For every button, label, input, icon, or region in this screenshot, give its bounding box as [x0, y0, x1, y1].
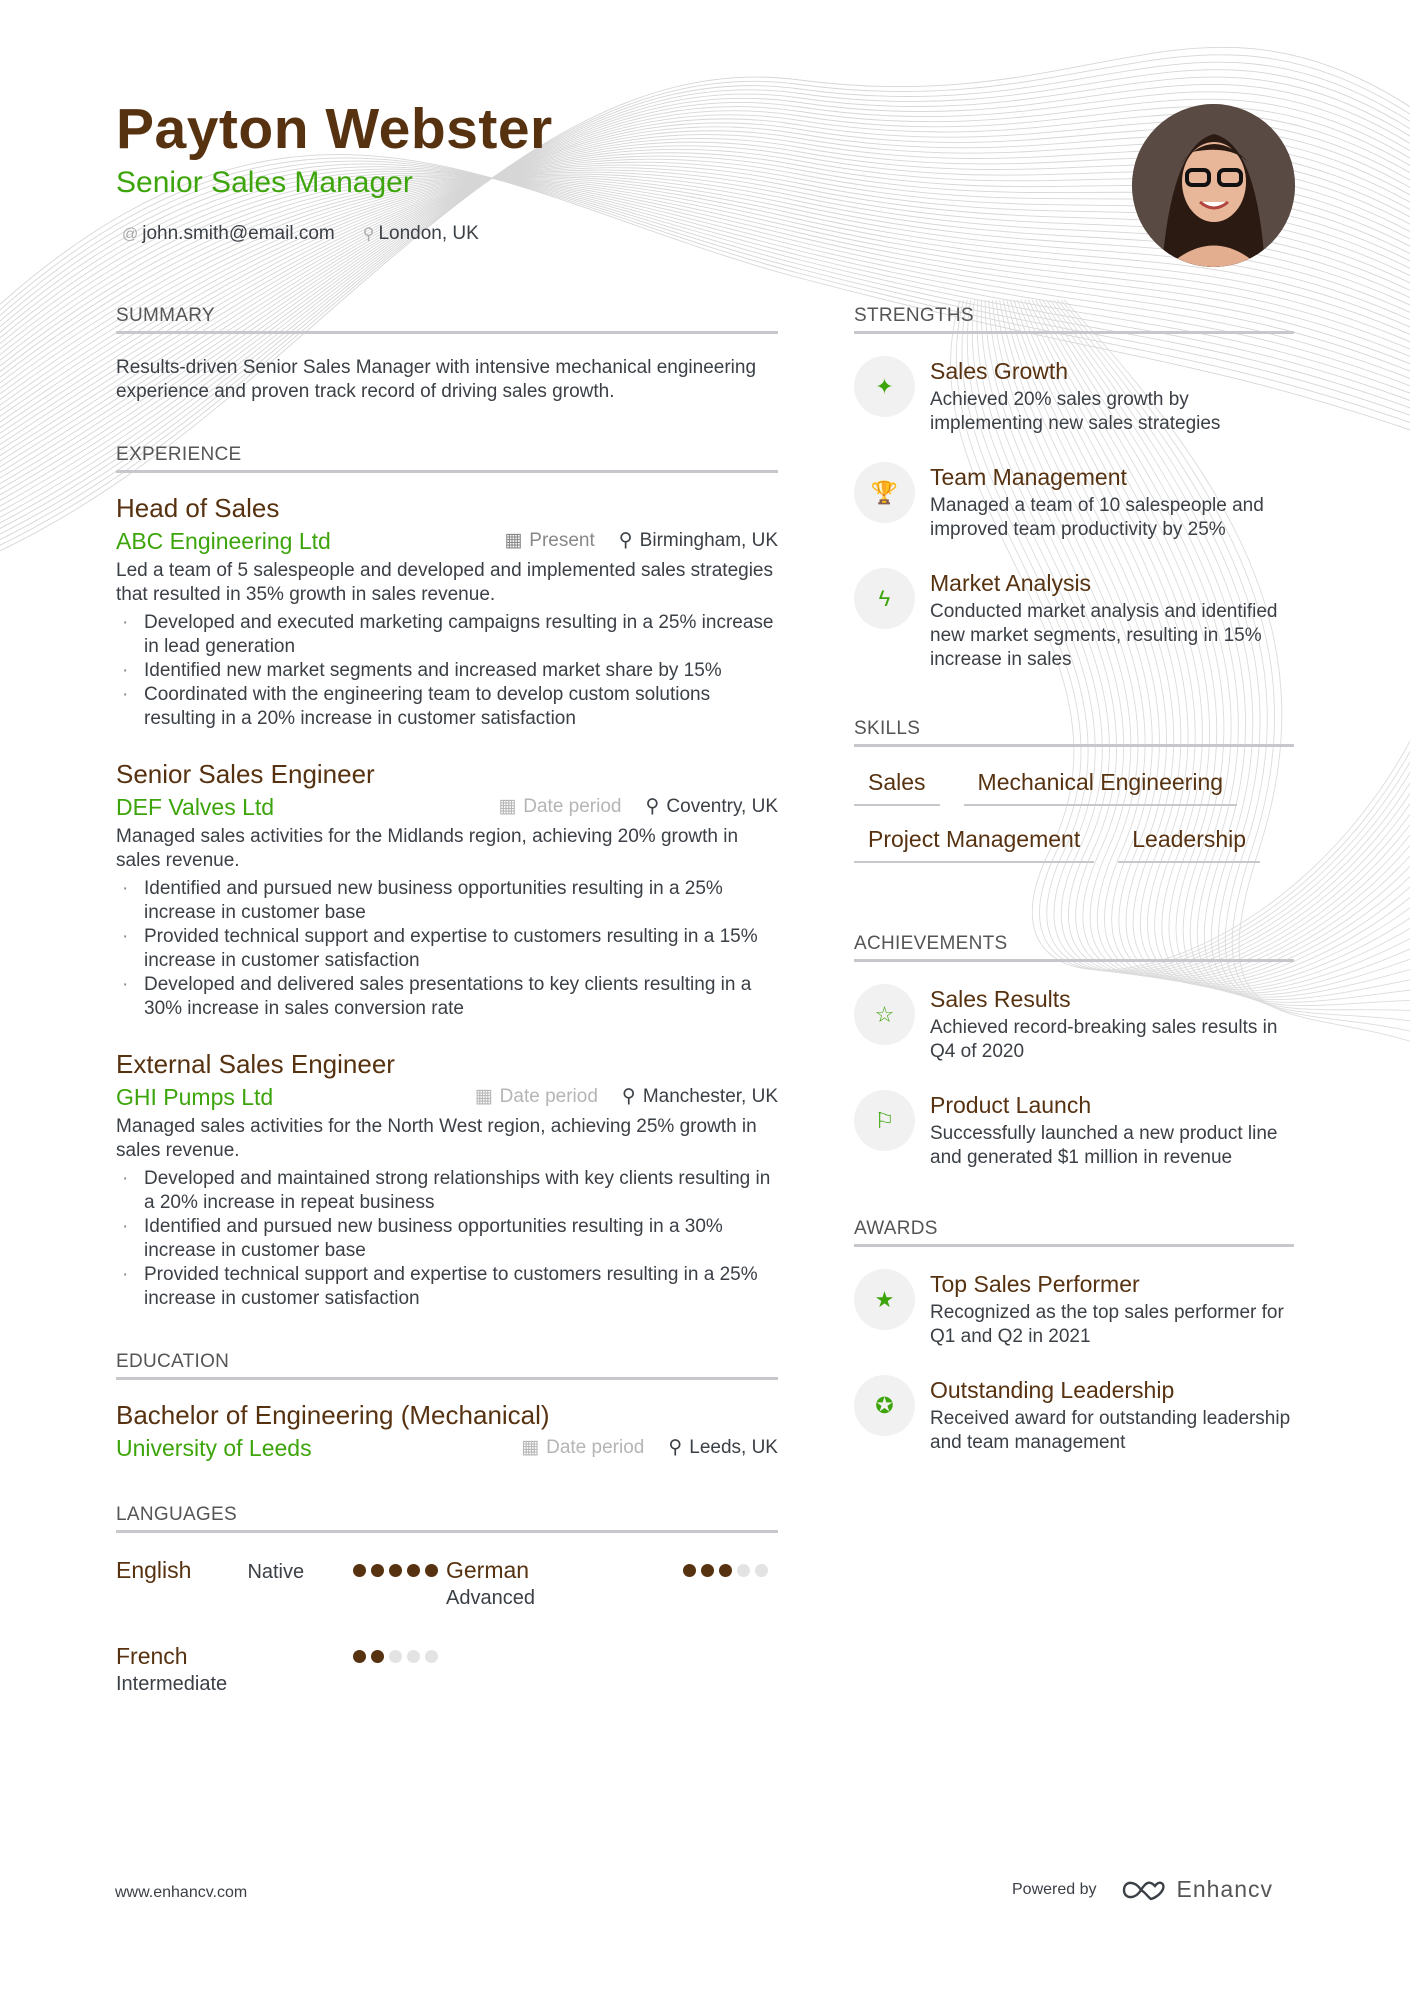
location-pin-icon: ⚲	[645, 796, 660, 817]
bullet-item: · Developed and delivered sales presentations to key clients resulting in a 30% increase in sales conversion rate	[116, 973, 778, 1021]
section-heading: SUMMARY	[116, 305, 778, 334]
entry-location	[668, 1432, 778, 1464]
website-link[interactable]: www.enhancv.com	[115, 1884, 248, 1901]
proficiency-dot	[353, 1650, 366, 1663]
strengths-item	[854, 356, 1294, 436]
proficiency-dots	[353, 1650, 438, 1697]
summary-text: Results-driven Senior Sales Manager with intensive mechanical engineering experience and proven track record of driving sales growth.	[116, 357, 757, 402]
entry-meta	[116, 791, 778, 823]
proficiency-dot	[755, 1564, 768, 1577]
language-name: English	[116, 1557, 192, 1583]
bullet-item: · Provided technical support and expertise to customers resulting in a 25% increase in customer satisfaction	[116, 1263, 778, 1311]
skill-tag: Mechanical Engineering	[964, 769, 1238, 806]
section-heading: AWARDS	[854, 1218, 1294, 1247]
location-pin-icon: ⚲	[668, 1437, 683, 1458]
strengths-section	[854, 305, 1294, 672]
proficiency-dot	[425, 1564, 438, 1577]
lightning-icon: ϟ	[854, 568, 915, 629]
section-heading: LANGUAGES	[116, 1504, 778, 1533]
location-pin-icon: ⚲	[618, 530, 633, 551]
email-text: john.smith@email.com	[142, 223, 335, 244]
item-title: Top Sales Performer	[930, 1271, 1140, 1297]
item-body	[930, 356, 1294, 436]
entry-date-text: Date period	[546, 1437, 645, 1458]
contact-info	[122, 223, 479, 245]
entry-date	[504, 525, 594, 557]
trophy-icon: 🏆	[854, 462, 915, 523]
location-pin-icon: ⚲	[621, 1086, 636, 1107]
entry-bullets	[116, 877, 778, 1021]
entry-date-text: Date period	[499, 1086, 598, 1107]
education-entry	[116, 1398, 778, 1464]
language-level: Intermediate	[116, 1673, 228, 1695]
item-body	[930, 462, 1294, 542]
entry-location-text: Coventry, UK	[666, 796, 778, 817]
skill-tag: Sales	[854, 769, 940, 806]
section-heading: EDUCATION	[116, 1351, 778, 1380]
entry-date	[498, 791, 621, 823]
entry-location-text: Leeds, UK	[689, 1437, 778, 1458]
bullet-item: · Provided technical support and expertise to customers resulting in a 15% increase in customer satisfaction	[116, 925, 778, 973]
profile-photo	[1132, 104, 1295, 267]
bullet-item: · Identified and pursued new business opportunities resulting in a 25% increase in customer base	[116, 877, 778, 925]
entry-location-text: Birmingham, UK	[639, 530, 778, 551]
strengths-item	[854, 462, 1294, 542]
proficiency-dots	[683, 1564, 768, 1611]
item-description: Conducted market analysis and identified new market segments, resulting in 15% increase in sales	[930, 601, 1278, 670]
proficiency-dot	[389, 1650, 402, 1663]
entry-location	[646, 791, 779, 823]
awards-section	[854, 1218, 1294, 1455]
right-column	[854, 305, 1294, 1495]
entry-title: External Sales Engineer	[116, 1049, 395, 1079]
proficiency-dot	[389, 1564, 402, 1577]
experience-entry	[116, 491, 778, 731]
proficiency-dot	[353, 1564, 366, 1577]
star-icon: ☆	[854, 984, 915, 1045]
item-title: Product Launch	[930, 1092, 1092, 1118]
section-heading: STRENGTHS	[854, 305, 1294, 334]
achievements-section	[854, 933, 1294, 1170]
star-badge-icon: ★	[854, 1269, 915, 1330]
language-name: French	[116, 1643, 188, 1669]
entry-location	[619, 525, 778, 557]
candidate-name: Payton Webster	[116, 97, 553, 161]
section-heading: ACHIEVEMENTS	[854, 933, 1294, 962]
languages-section	[116, 1504, 778, 1697]
entry-description: Managed sales activities for the Midlands region, achieving 20% growth in sales revenue.	[116, 826, 739, 871]
item-description: Managed a team of 10 salespeople and improved team productivity by 25%	[930, 495, 1264, 540]
entry-title: Head of Sales	[116, 493, 280, 523]
bullet-item: · Developed and maintained strong relationships with key clients resulting in a 20% increase in repeat business	[116, 1167, 778, 1215]
entry-organization: GHI Pumps Ltd	[116, 1084, 274, 1110]
item-body	[930, 568, 1294, 672]
calendar-icon: ▦	[498, 796, 517, 817]
powered-by-label: Powered by	[1012, 1880, 1097, 1898]
item-description: Successfully launched a new product line and generated $1 million in revenue	[930, 1123, 1278, 1168]
entry-organization: DEF Valves Ltd	[116, 794, 275, 820]
entry-description: Managed sales activities for the North West region, achieving 25% growth in sales revenue.	[116, 1116, 757, 1161]
enhancv-logo[interactable]	[1121, 1876, 1274, 1903]
language-text	[116, 1641, 227, 1697]
entry-description: Led a team of 5 salespeople and developed and implemented sales strategies that resulted in 35% growth in sales revenue.	[116, 560, 773, 605]
item-body	[930, 1269, 1294, 1349]
entry-title: Bachelor of Engineering (Mechanical)	[116, 1400, 550, 1430]
proficiency-dot	[407, 1650, 420, 1663]
at-icon: @	[122, 226, 139, 243]
summary-section	[116, 305, 778, 404]
entry-location	[622, 1081, 778, 1113]
email-item[interactable]	[122, 223, 335, 245]
magic-wand-icon: ✦	[854, 356, 915, 417]
language-item	[116, 1555, 446, 1611]
language-text	[446, 1555, 535, 1611]
section-heading: SKILLS	[854, 718, 1294, 747]
language-item	[446, 1555, 776, 1611]
entry-date-text: Present	[529, 530, 595, 551]
item-body	[930, 984, 1294, 1064]
proficiency-dot	[371, 1650, 384, 1663]
proficiency-dot	[701, 1564, 714, 1577]
strengths-item	[854, 568, 1294, 672]
item-title: Market Analysis	[930, 570, 1092, 596]
achievements-item	[854, 1090, 1294, 1170]
entry-organization: University of Leeds	[116, 1435, 312, 1461]
bullet-item: · Identified new market segments and increased market share by 15%	[116, 659, 778, 683]
proficiency-dot	[407, 1564, 420, 1577]
language-text	[116, 1555, 304, 1611]
flag-icon: ⚐	[854, 1090, 915, 1151]
awards-item	[854, 1375, 1294, 1455]
awards-item	[854, 1269, 1294, 1349]
location-pin-icon: ⚲	[362, 226, 375, 243]
language-item	[116, 1641, 446, 1697]
skill-tag: Leadership	[1118, 826, 1260, 863]
skills-section	[854, 718, 1294, 863]
proficiency-dot	[371, 1564, 384, 1577]
proficiency-dot	[425, 1650, 438, 1663]
brand-name: Enhancv	[1176, 1876, 1274, 1902]
language-level: Advanced	[446, 1587, 535, 1609]
entry-bullets	[116, 611, 778, 731]
language-name: German	[446, 1557, 530, 1583]
item-body	[930, 1090, 1294, 1170]
bullet-item: · Coordinated with the engineering team to develop custom solutions resulting in a 20% increase in customer satisfaction	[116, 683, 778, 731]
entry-date	[521, 1432, 644, 1464]
left-column	[116, 305, 778, 1737]
calendar-icon: ▦	[504, 530, 523, 551]
entry-meta	[116, 1432, 778, 1464]
bullet-item: · Identified and pursued new business opportunities resulting in a 30% increase in customer base	[116, 1215, 778, 1263]
location-text: London, UK	[378, 223, 479, 244]
item-description: Received award for outstanding leadership and team management	[930, 1408, 1291, 1453]
skill-tag: Project Management	[854, 826, 1094, 863]
bullet-item: · Developed and executed marketing campaigns resulting in a 25% increase in lead generation	[116, 611, 778, 659]
proficiency-dots	[353, 1564, 438, 1611]
enhancv-logo-icon	[1121, 1878, 1167, 1902]
language-level: Native	[247, 1561, 305, 1583]
achievements-item	[854, 984, 1294, 1064]
experience-section	[116, 444, 778, 1311]
item-title: Outstanding Leadership	[930, 1377, 1175, 1403]
experience-entry	[116, 1047, 778, 1311]
item-description: Achieved 20% sales growth by implementing new sales strategies	[930, 389, 1221, 434]
medal-icon: ✪	[854, 1375, 915, 1436]
entry-bullets	[116, 1167, 778, 1311]
item-title: Sales Growth	[930, 358, 1069, 384]
section-heading: EXPERIENCE	[116, 444, 778, 473]
proficiency-dot	[719, 1564, 732, 1577]
proficiency-dot	[737, 1564, 750, 1577]
calendar-icon: ▦	[474, 1086, 493, 1107]
item-description: Achieved record-breaking sales results in Q4 of 2020	[930, 1017, 1278, 1062]
entry-location-text: Manchester, UK	[642, 1086, 778, 1107]
location-item	[363, 223, 479, 245]
entry-organization: ABC Engineering Ltd	[116, 528, 331, 554]
entry-meta	[116, 525, 778, 557]
powered-by	[1012, 1876, 1273, 1903]
entry-title: Senior Sales Engineer	[116, 759, 375, 789]
proficiency-dot	[683, 1564, 696, 1577]
item-title: Team Management	[930, 464, 1127, 490]
education-section	[116, 1351, 778, 1464]
entry-meta	[116, 1081, 778, 1113]
experience-entry	[116, 757, 778, 1021]
item-description: Recognized as the top sales performer for Q1 and Q2 in 2021	[930, 1302, 1284, 1347]
entry-date-text: Date period	[523, 796, 622, 817]
item-body	[930, 1375, 1294, 1455]
item-title: Sales Results	[930, 986, 1071, 1012]
entry-date	[475, 1081, 598, 1113]
candidate-title: Senior Sales Manager	[116, 166, 413, 199]
calendar-icon: ▦	[521, 1437, 540, 1458]
